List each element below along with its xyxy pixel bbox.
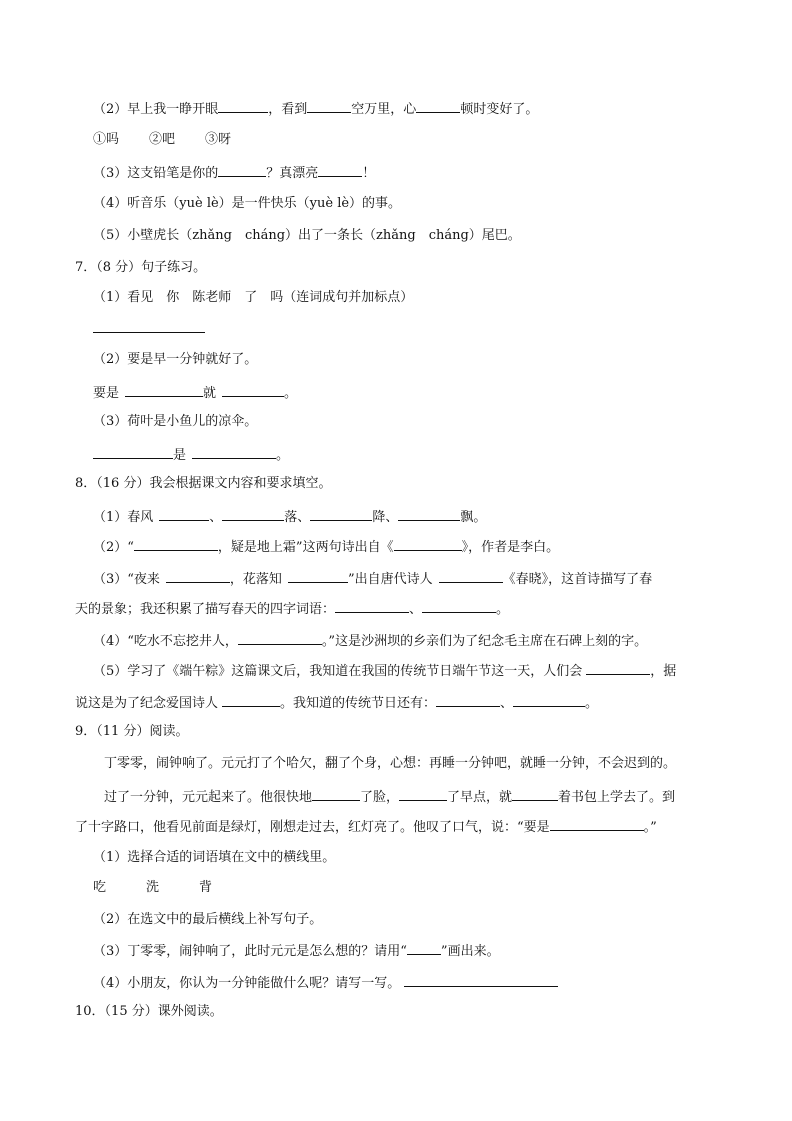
blank[interactable] — [394, 536, 462, 551]
q9-passage-2: 过了一分钟，元元起来了。他很快地 了脸， 了早点，就 着书包上学去了。到 — [104, 786, 675, 806]
q9-question-4: （4）小朋友，你认为一分钟能做什么呢？请写一写。 — [93, 972, 558, 992]
q6-sentence-4: （4）听音乐（yuè lè）是一件快乐（yuè lè）的事。 — [93, 196, 402, 211]
blank[interactable] — [416, 98, 460, 113]
blank[interactable] — [318, 162, 362, 177]
blank[interactable] — [550, 816, 644, 831]
blank[interactable] — [192, 444, 276, 459]
q8-item-5-cont: 说这是为了纪念爱国诗人 。我知道的传统节日还有： 、 。 — [75, 692, 598, 712]
q7-sentence-3: （3）荷叶是小鱼儿的凉伞。 — [93, 414, 258, 429]
answer-line[interactable] — [93, 318, 205, 333]
blank[interactable] — [399, 786, 447, 801]
q9-question-2: （2）在选文中的最后横线上补写句子。 — [93, 912, 323, 927]
blank[interactable] — [439, 568, 503, 583]
q6-sentence-2: （2）早上我一睁开眼 ，看到 空万里，心 顿时变好了。 — [93, 98, 538, 118]
q7-title: 7．（8 分）句子练习。 — [75, 260, 207, 275]
blank[interactable] — [312, 786, 360, 801]
blank[interactable] — [166, 568, 230, 583]
blank[interactable] — [307, 98, 351, 113]
blank[interactable] — [436, 692, 500, 707]
q9-title: 9．（11 分）阅读。 — [75, 724, 189, 739]
answer-line[interactable] — [404, 972, 558, 987]
q8-item-2: （2）“ ，疑是地上霜”这两句诗出自《 》，作者是李白。 — [93, 536, 559, 556]
blank[interactable] — [93, 444, 173, 459]
blank[interactable] — [512, 786, 558, 801]
q7-sentence-2: （2）要是早一分钟就好了。 — [93, 352, 258, 367]
q7-answer-1 — [93, 318, 205, 338]
q7-sentence-1: （1）看见 你 陈老师 了 吗（连词成句并加标点） — [93, 290, 414, 305]
blank[interactable] — [422, 598, 496, 613]
q8-item-1: （1）春风 、 落、 降、 飘。 — [93, 506, 486, 526]
blank[interactable] — [222, 382, 284, 397]
q9-passage-1: 丁零零，闹钟响了。元元打了个哈欠，翻了个身，心想：再睡一分钟吧，就睡一分钟，不会迟到的。 — [104, 756, 677, 771]
q7-answer-2: 要是 就 。 — [93, 382, 297, 402]
blank[interactable] — [288, 568, 348, 583]
q6-options: ①吗 ②吧 ③呀 — [93, 132, 232, 147]
q8-item-5: （5）学习了《端午粽》这篇课文后，我知道在我国的传统节日端午节这一天，人们会 ，据 — [93, 660, 676, 680]
blank[interactable] — [398, 506, 460, 521]
blank[interactable] — [134, 536, 218, 551]
q9-question-1: （1）选择合适的词语填在文中的横线里。 — [93, 850, 336, 865]
blank[interactable] — [218, 162, 266, 177]
blank[interactable] — [586, 660, 650, 675]
blank[interactable] — [125, 382, 203, 397]
blank[interactable] — [310, 506, 372, 521]
q6-sentence-5: （5）小壁虎长（zhǎng cháng）出了一条长（zhǎng cháng）尾巴。 — [93, 228, 521, 243]
q8-item-3-cont: 天的景象；我还积累了描写春天的四字词语： 、 。 — [75, 598, 509, 618]
q8-item-3: （3）“夜来 ，花落知 ”出自唐代诗人 《春晓》，这首诗描写了春 — [93, 568, 652, 588]
blank[interactable] — [335, 598, 409, 613]
blank[interactable] — [407, 940, 441, 955]
q6-sentence-3: （3）这支铅笔是你的 ？真漂亮 ！ — [93, 162, 375, 182]
blank[interactable] — [513, 692, 585, 707]
blank[interactable] — [238, 630, 322, 645]
q8-title: 8．（16 分）我会根据课文内容和要求填空。 — [75, 476, 332, 491]
q10-title: 10．（15 分）课外阅读。 — [75, 1004, 223, 1019]
q7-answer-3: 是 。 — [93, 444, 289, 464]
blank[interactable] — [222, 692, 280, 707]
q9-question-3: （3）丁零零，闹钟响了，此时元元是怎么想的？请用“ ”画出来。 — [93, 940, 500, 960]
blank[interactable] — [222, 506, 284, 521]
q9-word-choices: 吃 洗 背 — [93, 880, 213, 895]
blank[interactable] — [159, 506, 209, 521]
q8-item-4: （4）“吃水不忘挖井人， 。”这是沙洲坝的乡亲们为了纪念毛主席在石碑上刻的字。 — [93, 630, 647, 650]
q9-passage-3: 了十字路口，他看见前面是绿灯，刚想走过去，红灯亮了。他叹了口气，说：“要是 。” — [75, 816, 657, 836]
blank[interactable] — [218, 98, 268, 113]
